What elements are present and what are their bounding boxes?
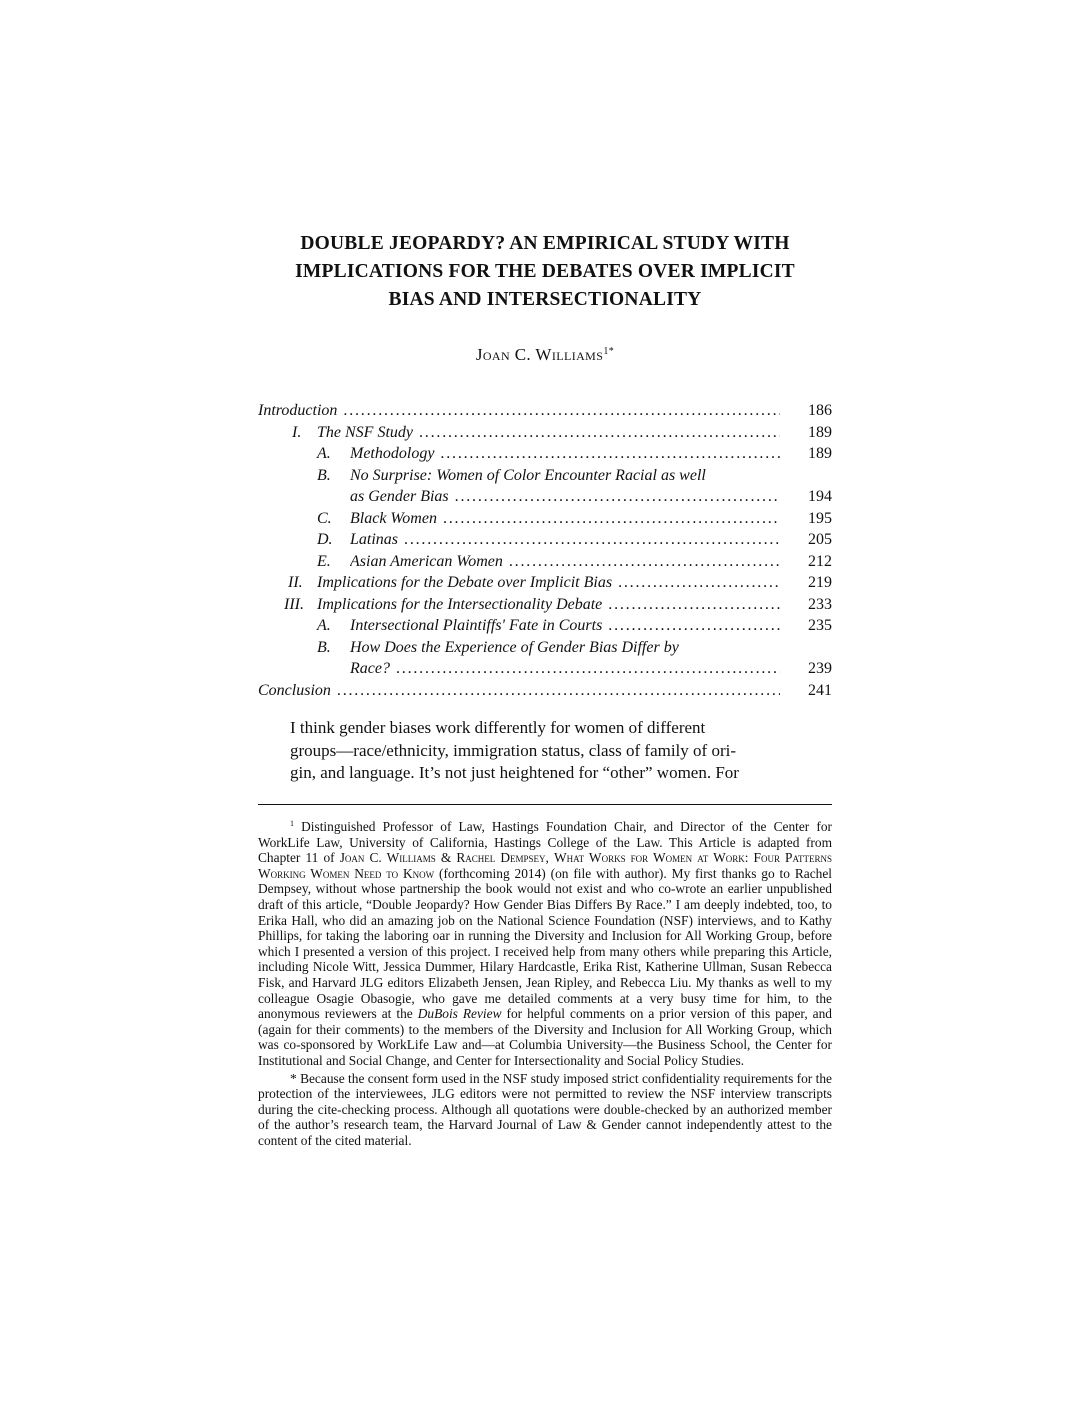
article-title xyxy=(258,230,832,314)
toc-entry[interactable] xyxy=(258,572,832,594)
toc-title: No Surprise: Women of Color Encounter Racial as well xyxy=(350,466,706,484)
footnote-1 xyxy=(258,816,832,1069)
toc-entry[interactable] xyxy=(258,443,832,465)
footnote-marker: 1 xyxy=(290,819,294,828)
toc-leader-dots xyxy=(440,443,780,465)
title-line: IMPLICATIONS FOR THE DEBATES OVER IMPLICIT xyxy=(295,261,795,282)
toc-title: Latinas xyxy=(350,531,399,548)
toc-title: Introduction xyxy=(258,402,338,419)
title-line: DOUBLE JEOPARDY? AN EMPIRICAL STUDY WITH xyxy=(300,233,790,254)
toc-page-number: 239 xyxy=(808,660,832,677)
toc-leader-dots xyxy=(608,615,780,637)
quote-line: gin, and language. It’s not just heightened for “other” women. For xyxy=(290,763,739,782)
toc-title: Race? xyxy=(350,660,390,677)
toc-page-number: 186 xyxy=(808,402,832,419)
toc-title: Conclusion xyxy=(258,681,331,699)
toc-leader-dots xyxy=(337,680,780,702)
toc-leader-dots xyxy=(404,529,780,551)
toc-title: The NSF Study xyxy=(317,423,413,441)
toc-title: as Gender Bias xyxy=(350,488,449,505)
toc-page-number: 212 xyxy=(808,552,832,570)
author-byline xyxy=(258,345,832,365)
toc-entry[interactable] xyxy=(258,637,832,659)
toc-number: D. xyxy=(317,531,333,548)
toc-entry[interactable] xyxy=(258,529,832,551)
toc-leader-dots xyxy=(455,486,780,508)
toc-page-number: 205 xyxy=(808,531,832,548)
table-of-contents xyxy=(258,400,832,701)
toc-entry[interactable] xyxy=(258,508,832,530)
toc-number: A. xyxy=(317,445,331,462)
quote-line: groups—race/ethnicity, immigration status, class of family of ori- xyxy=(290,740,736,760)
footnote-text: Because the consent form used in the NSF study imposed strict confidentiality requirements for the protection of the interviewees, JLG editors were not permitted to review the NSF interview transcripts during the cite-checking process. Although all quotations were double-checked by an authorized member of the author’s research team, the Harvard Journal of Law & Gender cannot independently attest to the content of the cited material. xyxy=(258,1070,832,1148)
toc-entry[interactable] xyxy=(258,551,832,573)
toc-page-number: 189 xyxy=(808,445,832,462)
toc-leader-dots xyxy=(343,400,780,422)
toc-number: B. xyxy=(317,466,331,484)
toc-leader-dots xyxy=(443,508,780,530)
toc-entry[interactable] xyxy=(258,680,832,702)
footnote-text: Distinguished Professor of Law, Hastings Foundation Chair, and Director of the Center for WorkLife Law, University of California, Hastings College of the Law. This Article is adapted from Chapter 11 of xyxy=(258,819,832,866)
toc-number: B. xyxy=(317,638,331,656)
toc-title: Asian American Women xyxy=(350,552,503,570)
toc-number: E. xyxy=(317,552,331,570)
footnote-text: , xyxy=(545,850,554,866)
footnote-text: (forthcoming 2014) (on file with author). My first thanks go to Rachel Dempsey, without whose partnership the book would not exist and who co-wrote an earlier unpublished draft of this article, “Double Jeopardy? How Gender Bias Differs By Race.” I am deeply indebted, too, to Erika Hall, who did an amazing job on the National Science Foundation (NSF) interviews, and to Kathy Phillips, for taking the laboring oar in running the Diversity and Inclusion for All Working Group, before which I presented a version of this project. I received help from many others while preparing this Article, including Nicole Witt, Jessica Dummer, Hilary Hardcastle, Erika Rist, Katherine Ullman, Susan Rebecca Fisk, and Harvard JLG editors Elizabeth Jensen, Jean Ripley, and Rebecca Liu. My thanks as well to my colleague Osagie Obasogie, who gave me detailed comments at a very busy time for him, to the anonymous reviewers at the xyxy=(258,865,832,1022)
book-authors: Joan C. Williams & Rachel Dempsey xyxy=(339,850,546,866)
toc-title: Black Women xyxy=(350,509,437,527)
book-title: What Works for Women at Work: Four Patterns Working Women Need to Know xyxy=(258,850,832,881)
toc-entry[interactable] xyxy=(258,422,832,444)
footnote-text: for helpful comments on a prior version of this paper, and (again for their comments) to the members of the Diversity and Inclusion for All Working Group, which was co-sponsored by WorkLife Law and—at Columbia University—the Business School, the Center for Institutional and Social Change, and Center for Intersectionality and Social Policy Studies. xyxy=(258,1006,833,1068)
author-footnote-marks: 1* xyxy=(603,346,615,357)
footnote-2 xyxy=(258,1071,832,1149)
toc-entry[interactable] xyxy=(258,615,832,637)
toc-title: How Does the Experience of Gender Bias Differ by xyxy=(350,638,679,656)
toc-entry[interactable] xyxy=(258,486,832,508)
toc-entry[interactable] xyxy=(258,400,832,422)
epigraph-quote xyxy=(290,717,798,785)
toc-leader-dots xyxy=(618,572,780,594)
toc-title: Intersectional Plaintiffs' Fate in Courts xyxy=(350,617,603,634)
toc-page-number: 241 xyxy=(808,681,832,699)
author-name: Joan C. Williams xyxy=(475,345,604,364)
toc-leader-dots xyxy=(608,594,780,616)
toc-entry[interactable] xyxy=(258,465,832,487)
toc-page-number: 235 xyxy=(808,617,832,634)
toc-title: Implications for the Debate over Implicit Bias xyxy=(317,574,613,591)
toc-number: A. xyxy=(317,617,331,634)
toc-entry[interactable] xyxy=(258,658,832,680)
toc-page-number: 194 xyxy=(808,488,832,505)
toc-entry[interactable] xyxy=(258,594,832,616)
toc-page-number: 195 xyxy=(808,509,832,527)
toc-leader-dots xyxy=(509,551,780,573)
toc-leader-dots xyxy=(419,422,780,444)
title-line: BIAS AND INTERSECTIONALITY xyxy=(388,289,702,310)
quote-line: I think gender biases work differently for women of different xyxy=(290,718,706,737)
journal-title: DuBois Review xyxy=(417,1006,502,1022)
toc-page-number: 233 xyxy=(808,595,832,613)
toc-title: Implications for the Intersectionality Debate xyxy=(317,595,603,613)
toc-title: Methodology xyxy=(350,445,435,462)
footnote-separator xyxy=(258,804,832,805)
toc-number: I. xyxy=(292,423,302,441)
toc-page-number: 219 xyxy=(808,574,832,591)
toc-number: II. xyxy=(288,574,303,591)
toc-number: III. xyxy=(284,595,304,613)
toc-leader-dots xyxy=(396,658,780,680)
toc-page-number: 189 xyxy=(808,423,832,441)
toc-number: C. xyxy=(317,509,332,527)
footnotes xyxy=(258,816,832,1148)
footnote-marker: * xyxy=(290,1070,297,1086)
